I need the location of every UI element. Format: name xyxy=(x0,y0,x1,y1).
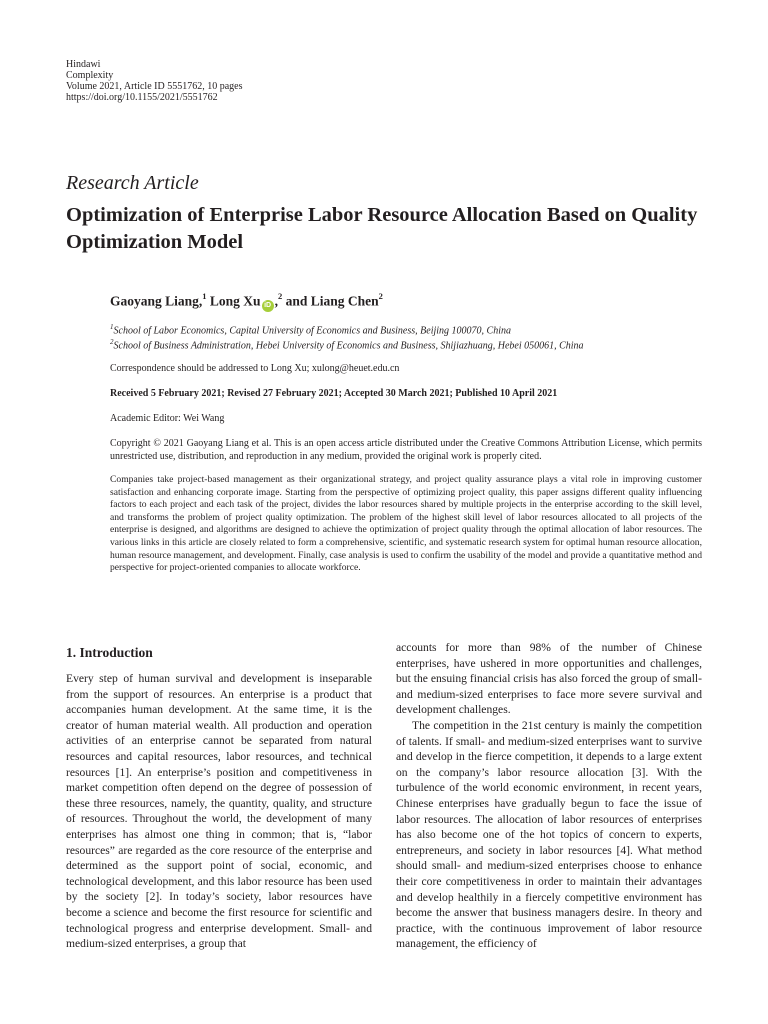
section-heading: 1. Introduction xyxy=(66,645,153,660)
affiliation-marker: 2 xyxy=(378,291,383,301)
affiliation-marker: 2 xyxy=(277,291,283,301)
affiliation-2 xyxy=(110,338,584,351)
publisher-name: Hindawi xyxy=(66,59,101,70)
affiliation-text: School of Business Administration, Hebei University of Economics and Business, Shijiazhuang, Hebei 050061, China xyxy=(113,340,584,352)
journal-name: Complexity xyxy=(66,70,114,81)
author-name: and Liang Chen xyxy=(285,293,379,309)
copyright-notice: Copyright © 2021 Gaoyang Liang et al. This is an open access article distributed under the Creative Commons Attribution License, which permits unrestricted use, distribution, and reproduction in any medium, provided the original work is properly cited. xyxy=(110,438,702,462)
affiliation-text: School of Labor Economics, Capital University of Economics and Business, Beijing 100070, China xyxy=(113,325,511,337)
publication-dates: Received 5 February 2021; Revised 27 February 2021; Accepted 30 March 2021; Published 10 April 2021 xyxy=(110,388,558,399)
journal-header xyxy=(66,59,242,103)
affiliation-marker: 1 xyxy=(202,291,207,301)
body-column-right xyxy=(396,640,702,952)
author-name: Gaoyang Liang, xyxy=(110,293,203,309)
correspondence-line: Correspondence should be addressed to Long Xu; xulong@heuet.edu.cn xyxy=(110,363,400,374)
article-type: Research Article xyxy=(66,172,199,194)
body-paragraph: accounts for more than 98% of the number of Chinese enterprises, have ushered in more opportunities and challenges, but the ensuing financial crisis has also forced the group of small- and medium-sized enterprises to face more severe survival and development challenges. xyxy=(396,641,702,717)
paper-title: Optimization of Enterprise Labor Resource Allocation Based on Quality Optimization Model xyxy=(66,204,698,253)
academic-editor: Academic Editor: Wei Wang xyxy=(110,413,225,424)
abstract-text: Companies take project-based management as their organizational strategy, and project quality assurance plays a vital role in improving customer satisfaction and enhancing corporate image. Starting from the perspective of optimizing project quality, this paper assigns different quality influencing factors to each project and each task of the project, divides the labor resources shared by multiple projects in the enterprise according to the skill level, and transforms the problem of project quality optimization. The problem of the highest skill level of labor resources allocated to all projects of the enterprise is designed, and algorithms are designed to achieve the optimization of project quality through the optimal allocation of labor resources. The various links in this article are closely related to form a comprehensive, scientific, and systematic research system for optimal human resource allocation, human resource management, and development. Finally, case analysis is used to confirm the usability of the model and provide a quantitative method and perspective for project-oriented companies to allocate workforce. xyxy=(110,474,702,574)
affiliation-number: 1 xyxy=(110,323,114,331)
body-column-left xyxy=(66,671,372,952)
volume-info: Volume 2021, Article ID 5551762, 10 pages xyxy=(66,81,243,92)
orcid-icon[interactable]: iD xyxy=(262,300,274,312)
author-list: Gaoyang Liang,$^1$ Long Xu iD ,$^2$ and Liang Chen$^2$ xyxy=(110,292,383,312)
body-paragraph: The competition in the 21st century is mainly the competition of talents. If small- and medium-sized enterprises want to survive and develop in the fierce competition, it depends to a large extent on the company’s labor resource allocation [3]. With the turbulence of the world economic environment, in recent years, Chinese enterprises have gradually begun to face the issue of labor resources. The allocation of labor resources of enterprises has also become one of the hot topics of concern to experts, entrepreneurs, and society in labor resources [4]. What method should small- and medium-sized enterprises choose to enhance their core competitiveness in order to maintain their advantages and develop healthily in a fiercely competitive environment has become the answer that business managers desire. In theory and practice, with the continuous improvement of labor resource management, the efficiency of xyxy=(396,718,702,951)
affiliation-1 xyxy=(110,323,511,336)
body-paragraph: Every step of human survival and development is inseparable from the support of resources. An enterprise is a product that accompanies human development. At the same time, it is the creator of human material wealth. All production and operation activities of an enterprise cannot be separated from natural resources and capital resources, labor resources, and technical resources [1]. An enterprise’s position and competitiveness in market competition often depend on the degree of possession of these three resources, namely, the quantity, quality, and structure of resources. Throughout the world, the development of many enterprises has almost one thing in common; that is, “labor resources” are regarded as the core resource of the enterprise and determined as the support point of social, economic, and technological development, and this labor resource has been used by the society [2]. In today’s society, labor resources have become a science and become the first resource for scientific and technological progress and enterprise development. Small- and medium-sized enterprises, a group that xyxy=(66,672,372,951)
author-name: Long Xu xyxy=(209,293,261,309)
doi-link[interactable]: https://doi.org/10.1155/2021/5551762 xyxy=(66,92,218,103)
affiliation-number: 2 xyxy=(110,338,114,346)
